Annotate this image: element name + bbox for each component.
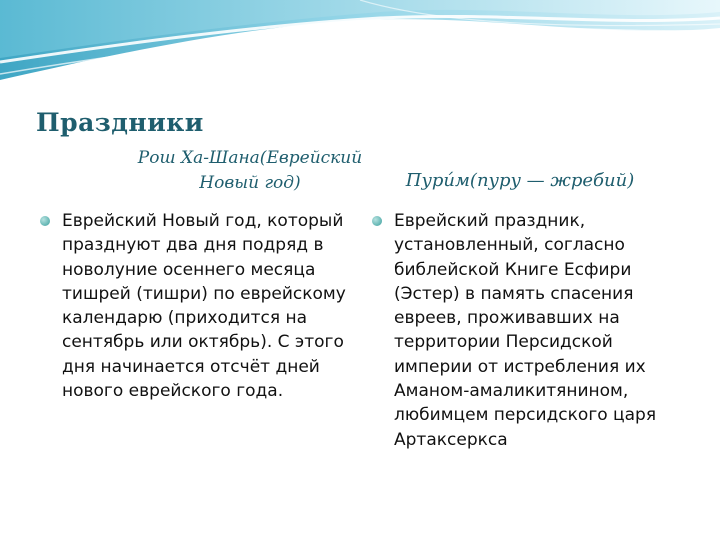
bullet-icon [372, 216, 382, 226]
header-wave-decoration [0, 0, 720, 100]
right-bullet-text: Еврейский праздник, установленный, согласно библейской Книге Есфири (Эстер) в память спасения евреев, проживавших на территории Персидской империи от истребления их Аманом-амаликитянином, любимцем персидского царя Артаксеркса [394, 211, 657, 450]
left-column-heading: Рош Ха-Шана(Еврейский Новый год) [137, 148, 363, 193]
right-column-heading: Пури́м(пуру — жребий) [405, 170, 635, 191]
slide-title: Праздники [36, 108, 204, 137]
left-bullet-text: Еврейский Новый год, который празднуют два дня подряд в новолуние осеннего месяца тишрей (тишри) по еврейскому календарю (приходится на сентябрь или октябрь). С этого дня начинается отсчёт дней нового еврейского года. [62, 211, 346, 402]
bullet-icon [40, 216, 50, 226]
